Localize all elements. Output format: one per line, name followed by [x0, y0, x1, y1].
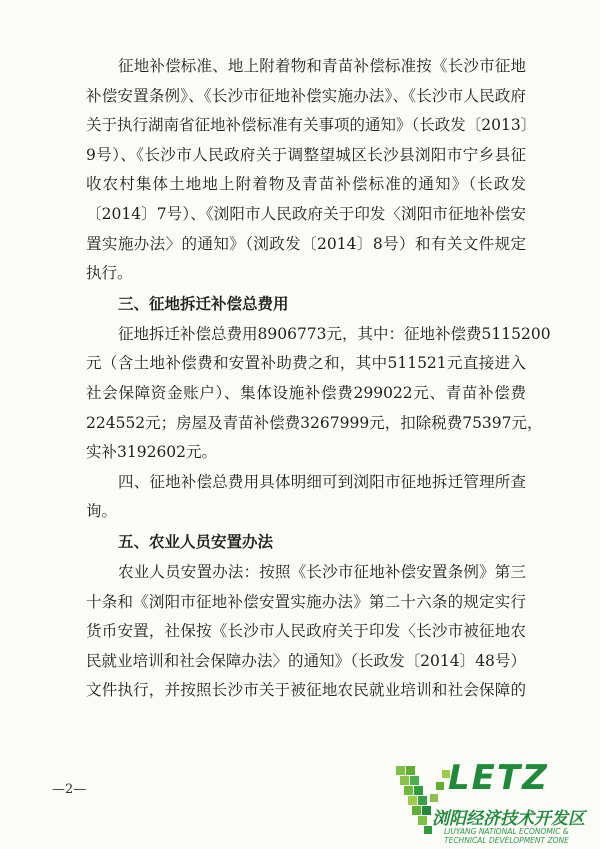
- text-line: 农业人员安置办法：按照《长沙市征地补偿安置条例》第三: [118, 562, 526, 581]
- text-line: 文件执行，并按照长沙市关于被征地农民就业培训和社会保障的: [86, 681, 526, 700]
- text-line: 征地补偿标准、地上附着物和青苗补偿标准按《长沙市征地: [118, 57, 526, 75]
- text-line: 9号）、《长沙市人民政府关于调整望城区长沙县浏阳市宁乡县征: [86, 145, 526, 164]
- text-line: 实补3192602元。: [86, 443, 218, 462]
- logo-title: LETZ: [448, 758, 549, 798]
- logo-english-line-1: LIUYANG NATIONAL ECONOMIC &: [444, 827, 569, 836]
- paragraph-detail-inquiry: [86, 468, 526, 527]
- text-line: 社会保障资金账户）、集体设施补偿费299022元、青苗补偿费: [86, 383, 526, 402]
- text-line: 〔2014〕7号）、《浏阳市人民政府关于印发〈浏阳市征地补偿安: [86, 204, 526, 223]
- text-line: 元（含土地补偿费和安置补助费之和，其中511521元直接进入: [86, 354, 526, 373]
- text-line: 补偿安置条例》、《长沙市征地补偿实施办法》、《长沙市人民政府: [86, 86, 526, 105]
- text-line: 四、征地补偿总费用具体明细可到浏阳市征地拆迁管理所查: [118, 472, 526, 491]
- section-heading-total-cost: 三、征地拆迁补偿总费用: [118, 294, 289, 313]
- text-line: 关于执行湖南省征地补偿标准有关事项的通知》（长政发〔2013〕: [86, 116, 537, 135]
- text-line: 执行。: [86, 264, 133, 283]
- text-line: 征地拆迁补偿总费用8906773元，其中：征地补偿费5115200: [118, 324, 551, 343]
- paragraph-total-cost: [86, 320, 551, 468]
- document-body: [86, 52, 551, 706]
- letz-watermark-logo: [392, 756, 600, 849]
- text-line: 置实施办法〉的通知》（浏政发〔2014〕8号）和有关文件规定: [86, 234, 526, 253]
- paragraph-resettlement: [86, 558, 526, 706]
- text-line: 货币安置，社保按《长沙市人民政府关于印发〈长沙市被征地农: [86, 622, 526, 641]
- text-line: 十条和《浏阳市征地补偿安置实施办法》第二十六条的规定实行: [86, 592, 526, 611]
- paragraph-compensation-standards: [86, 52, 537, 289]
- text-line: 224552元；房屋及青苗补偿费3267999元，扣除税费75397元，: [86, 413, 543, 432]
- logo-english-line-2: TECHNICAL DEVELOPMENT ZONE: [444, 836, 569, 845]
- text-line: 收农村集体土地地上附着物及青苗补偿标准的通知》（长政发: [86, 175, 526, 194]
- text-line: 民就业培训和社会保障办法〉的通知》（长政发〔2014〕48号）: [86, 651, 526, 670]
- section-heading-resettlement: 五、农业人员安置办法: [118, 532, 274, 551]
- page-number: —2—: [52, 782, 87, 797]
- text-line: 询。: [86, 502, 118, 521]
- logo-chinese-name: 浏阳经济技术开发区: [432, 809, 585, 829]
